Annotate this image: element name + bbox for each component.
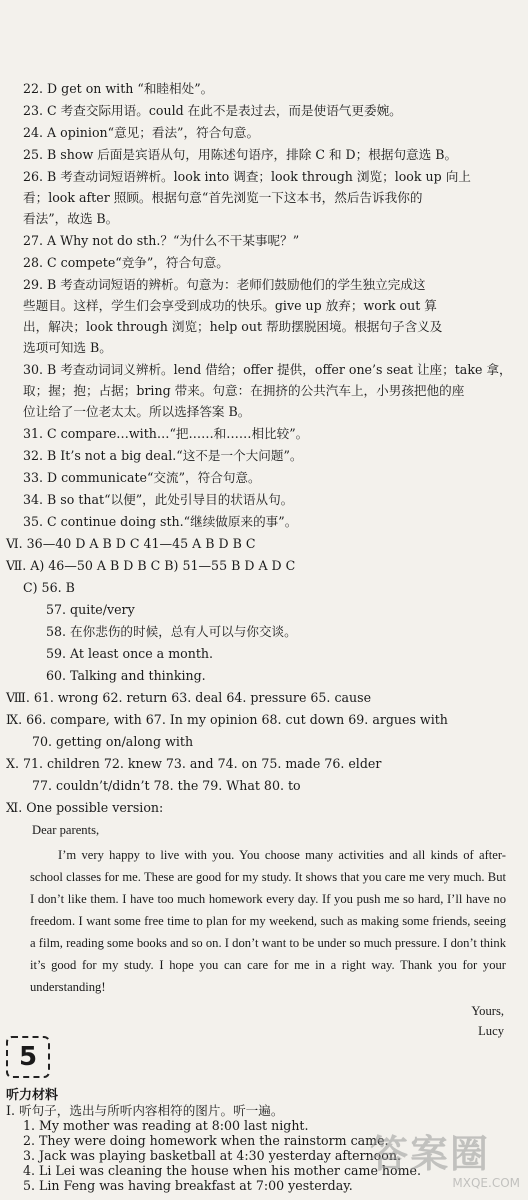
answer-24: 24. A opinion“意见；看法”，符合句意。 bbox=[23, 125, 260, 140]
listening-instruction: Ⅰ. 听句子，选出与所听内容相符的图片。听一遍。 bbox=[6, 1103, 284, 1118]
answer-29-cont: 出，解决；look through 浏览；help out 帮助摆脱困境。根据句子含义及 bbox=[23, 319, 443, 334]
section-7-c: C) 56. B bbox=[23, 580, 75, 595]
listening-item-1: 1. My mother was reading at 8:00 last night. bbox=[23, 1118, 309, 1133]
answer-29-cont: 些题目。这样，学生们会享受到成功的快乐。give up 放弃；work out 算 bbox=[23, 298, 437, 313]
letter-signature: Lucy bbox=[478, 1024, 504, 1038]
section-10: Ⅹ. 71. children 72. knew 73. and 74. on 75. made 76. elder bbox=[6, 756, 382, 771]
answer-32: 32. B It’s not a big deal.“这不是一个大问题”。 bbox=[23, 448, 303, 463]
letter-body: I’m very happy to live with you. You choose many activities and all kinds of after-school classes for me. These are good for my study. It shows that you care me very much. But I don’t like them. I have too much homework every day. If you push me so hard, I’ll have no freedom. I want some free time to plan for my weekend, such as making some friends, seeing a film, reading some books and so on. I don’t want to be under so much pressure. I don’t think it’s good for my study. I hope you can care for me in a right way. Thank you for your understanding! bbox=[30, 848, 506, 994]
listening-item-2: 2. They were doing homework when the rainstorm came. bbox=[23, 1133, 389, 1148]
answer-25: 25. B show 后面是宾语从句，用陈述句语序，排除 C 和 D；根据句意选 B。 bbox=[23, 147, 458, 162]
listening-section-title: 听力材料 bbox=[6, 1088, 59, 1103]
watermark-logo-text: 答案圈 bbox=[370, 1132, 491, 1176]
answer-29-cont: 选项可知选 B。 bbox=[23, 340, 112, 355]
section-8: Ⅷ. 61. wrong 62. return 63. deal 64. pressure 65. cause bbox=[6, 690, 372, 705]
section-9: Ⅸ. 66. compare, with 67. In my opinion 68. cut down 69. argues with bbox=[6, 712, 448, 727]
answer-31: 31. C compare…with…“把……和……相比较”。 bbox=[23, 426, 309, 441]
answer-70: 70. getting on/along with bbox=[32, 734, 194, 749]
answer-59: 59. At least once a month. bbox=[46, 646, 214, 661]
answer-30-cont: 位让给了一位老太太。所以选择答案 B。 bbox=[23, 404, 251, 419]
letter-greeting: Dear parents, bbox=[32, 823, 100, 837]
answer-60: 60. Talking and thinking. bbox=[46, 668, 206, 683]
answer-57: 57. quite/very bbox=[46, 602, 135, 617]
listening-item-5: 5. Lin Feng was having breakfast at 7:00 yesterday. bbox=[23, 1178, 353, 1193]
section-6: Ⅵ. 36—40 D A B D C 41—45 A B D B C bbox=[6, 536, 256, 551]
listening-item-3: 3. Jack was playing basketball at 4:30 yesterday afternoon. bbox=[23, 1148, 401, 1163]
section-11: Ⅺ. One possible version: bbox=[6, 800, 164, 815]
answer-58: 58. 在你悲伤的时候，总有人可以与你交谈。 bbox=[46, 624, 297, 639]
answer-35: 35. C continue doing sth.“继续做原来的事”。 bbox=[23, 514, 298, 529]
answer-29: 29. B 考查动词短语的辨析。句意为：老师们鼓励他们的学生独立完成这 bbox=[23, 277, 426, 292]
answer-33: 33. D communicate“交流”，符合句意。 bbox=[23, 470, 261, 485]
answer-30: 30. B 考查动词词义辨析。lend 借给；offer 提供，offer one’s seat 让座；take 拿， bbox=[23, 362, 512, 377]
answer-34: 34. B so that“以便”，此处引导目的状语从句。 bbox=[23, 492, 294, 507]
answer-28: 28. C compete“竞争”，符合句意。 bbox=[23, 255, 229, 270]
answer-22: 22. D get on with “和睦相处”。 bbox=[23, 81, 214, 96]
letter-signoff: Yours, bbox=[471, 1004, 504, 1018]
section-7: Ⅶ. A) 46—50 A B D B C B) 51—55 B D A D C bbox=[6, 558, 296, 573]
watermark-url: MXQE.COM bbox=[452, 1176, 520, 1190]
watermark-logo bbox=[370, 1132, 520, 1194]
answer-26-cont: 看法”，故选 B。 bbox=[23, 211, 119, 226]
answer-26: 26. B 考查动词短语辨析。look into 调查；look through 浏览；look up 向上 bbox=[23, 169, 471, 184]
answer-23: 23. C 考查交际用语。could 在此不是表过去，而是使语气更委婉。 bbox=[23, 103, 402, 118]
unit-number-badge: 5 bbox=[6, 1036, 50, 1078]
answer-26-cont: 看；look after 照顾。根据句意“首先浏览一下这本书，然后告诉我你的 bbox=[23, 190, 423, 205]
answer-30-cont: 取；握；抱；占据；bring 带来。句意：在拥挤的公共汽车上，小男孩把他的座 bbox=[23, 383, 465, 398]
answer-27: 27. A Why not do sth.？“为什么不干某事呢？” bbox=[23, 233, 300, 248]
section-10-cont: 77. couldn’t/didn’t 78. the 79. What 80. to bbox=[32, 778, 301, 793]
listening-item-4: 4. Li Lei was cleaning the house when his mother came home. bbox=[23, 1163, 422, 1178]
